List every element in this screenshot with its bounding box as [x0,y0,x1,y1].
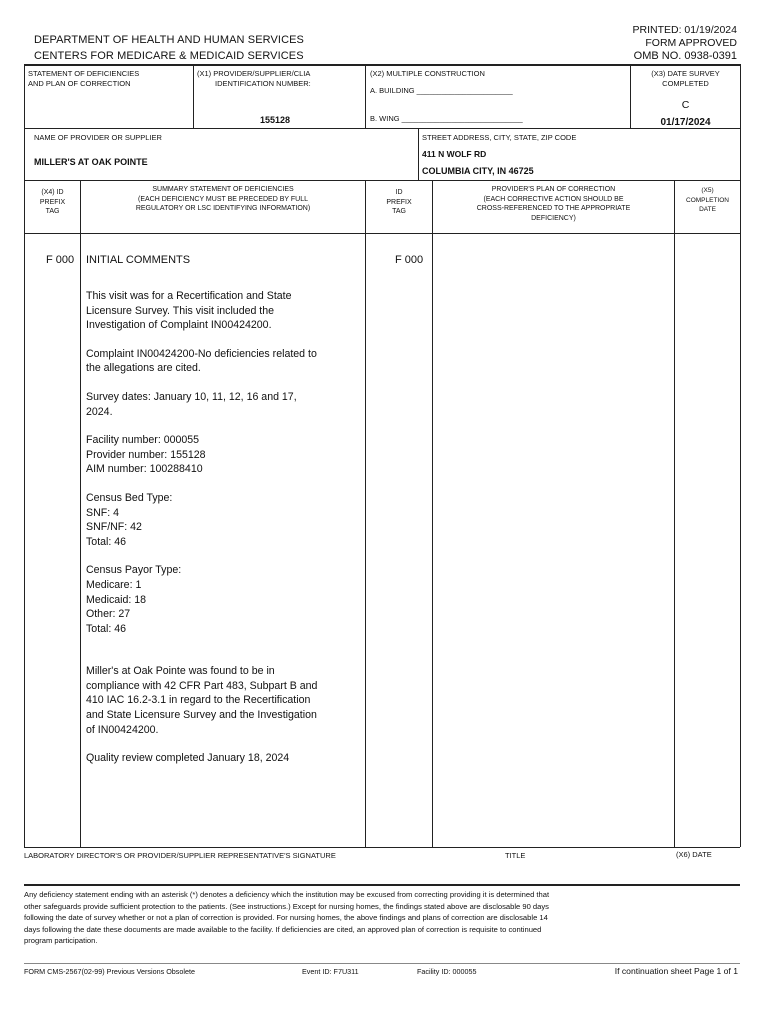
title-label: TITLE [505,851,526,860]
paragraph [86,751,361,766]
x3-label-line1: (X3) DATE SURVEY [651,69,720,78]
col-header-line: COMPLETION [686,196,729,204]
col-header-line: CROSS-REFERENCED TO THE APPROPRIATE [476,205,631,212]
address-label: STREET ADDRESS, CITY, STATE, ZIP CODE [422,133,577,142]
frame-left-rule [24,64,25,847]
divider [24,128,740,129]
text-line: SNF: 4 [86,506,119,519]
text-line: Census Payor Type: [86,564,182,577]
provider-name-label: NAME OF PROVIDER OR SUPPLIER [34,133,162,142]
divider [432,180,433,847]
paragraph [86,563,361,636]
survey-type-letter: C [681,99,690,111]
text-line: Medicaid: 18 [86,593,147,606]
disclaimer-line: other safeguards provide sufficient protection to the patients. (See instructions.) Except for nursing homes, the findings stated above are disclosable 90 days [24,901,549,911]
event-id: Event ID: F7U311 [302,967,359,976]
deficiency-tag: F 000 [46,254,75,266]
disclaimer-line: following the date of survey whether or not a plan of correction is provided. For nursing homes, the above findings and plans of correction are disclosable 14 [24,913,548,923]
disclaimer-line: program participation. [24,936,98,946]
x1-label-line1: (X1) PROVIDER/SUPPLIER/CLIA [197,69,311,78]
x1-label-line2: IDENTIFICATION NUMBER: [215,79,311,88]
text-line: compliance with 42 CFR Part 483, Subpart B and [86,679,318,692]
divider [24,180,740,181]
text-line: Medicare: 1 [86,578,142,591]
divider [674,180,675,847]
x2-building: A. BUILDING _______________________ [370,86,513,95]
divider [80,180,81,847]
omb-number: OMB NO. 0938-0391 [633,50,737,62]
paragraph [86,491,361,549]
disclaimer-text [24,889,740,947]
text-line: Census Bed Type: [86,491,173,504]
form-approved: FORM APPROVED [645,37,737,49]
text-line: Provider number: 155128 [86,448,206,461]
page-number: If continuation sheet Page 1 of 1 [614,966,738,976]
col-header-line: DEFICIENCY) [531,214,576,222]
street-address: 411 N WOLF RD [422,149,487,159]
city-state-zip: COLUMBIA CITY, IN 46725 [422,166,534,176]
col-header-line: REGULATORY OR LSC IDENTIFYING INFORMATION) [135,205,311,212]
text-line: AIM number: 100288410 [86,463,203,476]
paragraph [86,390,361,419]
frame-top-rule [24,64,740,66]
divider [24,233,740,234]
col-summary-statement [81,185,365,214]
divider [365,64,366,128]
statement-label-line2: AND PLAN OF CORRECTION [28,79,131,88]
col-header-line: PREFIX [386,198,412,206]
summary-body [86,289,361,766]
text-line: Licensure Survey. This visit included the [86,304,275,317]
text-line: of IN00424200. [86,723,159,736]
statement-label-line1: STATEMENT OF DEFICIENCIES [28,69,140,78]
col-header-line: (EACH CORRECTIVE ACTION SHOULD BE [483,195,624,203]
provider-id-number: 155128 [260,115,291,125]
divider [193,64,194,128]
facility-id: Facility ID: 000055 [417,967,477,976]
col-id-prefix-tag [25,188,80,217]
frame-right-rule [740,64,741,847]
col-id-prefix-tag-2 [366,188,432,217]
paragraph [86,433,361,477]
col-header-line: (X4) ID [41,189,64,196]
divider [24,963,740,964]
divider [365,180,366,847]
date-label: (X6) DATE [676,850,712,859]
divider [24,847,740,848]
text-line: Other: 27 [86,608,131,621]
text-line: Complaint IN00424200-No deficiencies related to [86,347,317,360]
col-header-line: SUMMARY STATEMENT OF DEFICIENCIES [152,186,294,193]
text-line: Facility number: 000055 [86,434,200,447]
deficiency-tag-right: F 000 [395,254,424,266]
divider [24,884,740,886]
disclaimer-line: Any deficiency statement ending with an asterisk (*) denotes a deficiency which the institution may be excused from correcting providing it is determined that [24,890,550,899]
provider-name: MILLER'S AT OAK POINTE [34,157,148,167]
col-header-line: DATE [699,206,716,213]
paragraph [86,664,361,737]
signature-label: LABORATORY DIRECTOR'S OR PROVIDER/SUPPLIER REPRESENTATIVE'S SIGNATURE [24,851,336,860]
survey-completed-date: 01/17/2024 [660,117,711,128]
x3-label-line2: COMPLETED [662,79,709,88]
x2-label: (X2) MULTIPLE CONSTRUCTION [370,69,485,78]
text-line: the allegations are cited. [86,362,201,375]
text-line: 410 IAC 16.2-3.1 in regard to the Recertification [86,694,311,707]
paragraph [86,289,361,333]
text-line: Total: 46 [86,622,127,635]
text-line: Investigation of Complaint IN00424200. [86,319,272,332]
col-header-line: PREFIX [39,198,66,206]
col-header-line: ID [395,189,403,196]
text-line: Quality review completed January 18, 2024 [86,752,290,765]
printed-date: PRINTED: 01/19/2024 [632,24,737,36]
form-number: FORM CMS-2567(02-99) Previous Versions Obsolete [24,967,195,976]
agency-title: CENTERS FOR MEDICARE & MEDICAID SERVICES [34,50,304,62]
col-completion-date [675,186,740,215]
col-header-line: (X5) [701,187,714,194]
text-line: 2024. [86,405,113,418]
department-title: DEPARTMENT OF HEALTH AND HUMAN SERVICES [34,34,304,46]
col-header-line: (EACH DEFICIENCY MUST BE PRECEDED BY FULL [138,195,308,203]
col-header-line: PROVIDER'S PLAN OF CORRECTION [491,186,616,193]
entry-title: INITIAL COMMENTS [86,254,191,266]
disclaimer-line: days following the date these documents are made available to the facility. If deficiencies are cited, an approved plan of correction is requisite to continued [24,924,542,934]
text-line: Total: 46 [86,535,127,548]
text-line: Survey dates: January 10, 11, 12, 16 and 17, [86,390,297,403]
divider [418,128,419,180]
text-line: and State Licensure Survey and the Investigation [86,709,317,722]
col-header-line: TAG [392,208,406,215]
col-plan-of-correction [433,185,674,223]
text-line: This visit was for a Recertification and State [86,290,292,302]
paragraph [86,347,361,376]
x2-wing: B. WING _____________________________ [370,114,523,123]
col-header-line: TAG [45,208,60,215]
text-line: Miller's at Oak Pointe was found to be in [86,665,275,678]
text-line: SNF/NF: 42 [86,521,142,534]
